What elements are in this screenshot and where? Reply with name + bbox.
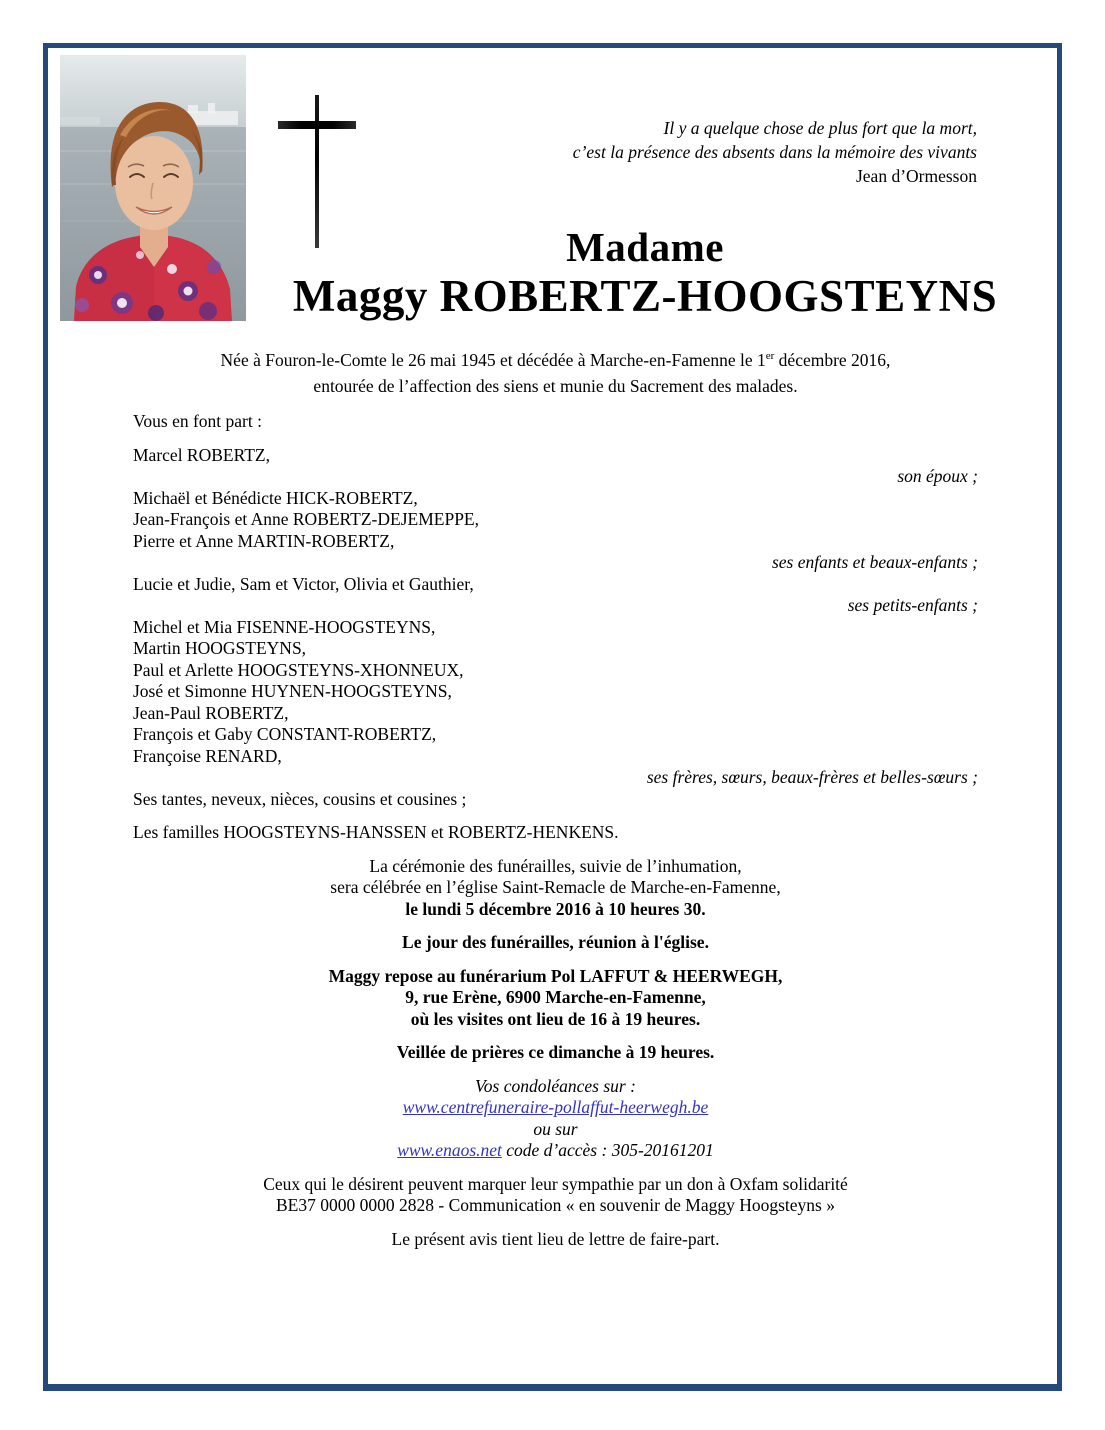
child-name-2: Jean-François et Anne ROBERTZ-DEJEMEPPE, bbox=[133, 509, 479, 529]
quote-line-2: c’est la présence des absents dans la mémoire des vivants bbox=[572, 142, 977, 162]
title-block bbox=[250, 224, 1040, 322]
role-label-siblings: ses frères, sœurs, beaux-frères et belles-sœurs ; bbox=[646, 767, 978, 787]
role-label-children: ses enfants et beaux-enfants ; bbox=[771, 552, 978, 572]
sibling-name-6: François et Gaby CONSTANT-ROBERTZ, bbox=[133, 724, 437, 744]
funeral-home-website-link[interactable]: www.centrefuneraire-pollaffut-heerwegh.be bbox=[402, 1097, 709, 1117]
condolences-link-2-line bbox=[133, 1140, 978, 1162]
access-code-text: code d’accès : 305-20161201 bbox=[501, 1140, 714, 1160]
memorial-quote bbox=[573, 116, 977, 188]
funerarium-line-2: 9, rue Erène, 6900 Marche-en-Famenne, bbox=[405, 987, 706, 1007]
role-label-grandchildren: ses petits-enfants ; bbox=[847, 595, 978, 615]
sibling-name-1: Michel et Mia FISENNE-HOOGSTEYNS, bbox=[133, 616, 436, 637]
sibling-name-2: Martin HOOGSTEYNS, bbox=[133, 638, 307, 658]
enaos-website-link[interactable]: www.enaos.net bbox=[397, 1140, 502, 1160]
intro-line-2: entourée de l’affection des siens et munie du Sacrement des malades. bbox=[313, 376, 798, 396]
deceased-name: Maggy ROBERTZ-HOOGSTEYNS bbox=[292, 271, 998, 321]
condolences-heading: Vos condoléances sur : bbox=[475, 1075, 636, 1096]
donation-line-1: Ceux qui le désirent peuvent marquer leur sympathie par un don à Oxfam solidarité bbox=[263, 1173, 848, 1194]
child-name-3: Pierre et Anne MARTIN-ROBERTZ, bbox=[133, 530, 395, 551]
vigil-line: Veillée de prières ce dimanche à 19 heures. bbox=[396, 1042, 715, 1062]
donation-line-2: BE37 0000 0000 2828 - Communication « en souvenir de Maggy Hoogsteyns » bbox=[276, 1195, 835, 1215]
closing-line: Le présent avis tient lieu de lettre de faire-part. bbox=[391, 1228, 720, 1249]
sibling-name-4: José et Simonne HUYNEN-HOOGSTEYNS, bbox=[133, 681, 452, 701]
sibling-name-3: Paul et Arlette HOOGSTEYNS-XHONNEUX, bbox=[133, 659, 464, 680]
reunion-line: Le jour des funérailles, réunion à l'église. bbox=[402, 932, 709, 952]
ceremony-date-line: le lundi 5 décembre 2016 à 10 heures 30. bbox=[405, 898, 706, 919]
ceremony-line-1: La cérémonie des funérailles, suivie de l’inhumation, bbox=[369, 855, 742, 876]
spouse-name: Marcel ROBERTZ, bbox=[133, 444, 270, 465]
portrait-photo-image bbox=[60, 55, 246, 321]
sibling-name-7: Françoise RENARD, bbox=[133, 745, 282, 766]
families-line: Les familles HOOGSTEYNS-HANSSEN et ROBERTZ-HENKENS. bbox=[133, 822, 619, 842]
title-prefix: Madame bbox=[566, 224, 724, 270]
intro-line-1-text: Née à Fouron-le-Comte le 26 mai 1945 et décédée à Marche-en-Famenne le 1 bbox=[220, 350, 766, 370]
extended-family-line: Ses tantes, neveux, nièces, cousins et cousines ; bbox=[133, 788, 467, 809]
quote-attribution: Jean d’Ormesson bbox=[855, 166, 977, 186]
intro-line-1 bbox=[133, 347, 978, 373]
ordinal-superscript: er bbox=[765, 350, 775, 363]
condolences-link-1-line bbox=[133, 1097, 978, 1119]
role-label-spouse: son époux ; bbox=[897, 466, 978, 486]
grandchildren-names: Lucie et Judie, Sam et Victor, Olivia et Gauthier, bbox=[133, 573, 474, 594]
funerarium-line-1: Maggy repose au funérarium Pol LAFFUT & HEERWEGH, bbox=[328, 965, 783, 986]
ceremony-line-2: sera célébrée en l’église Saint-Remacle de Marche-en-Famenne, bbox=[330, 877, 781, 897]
intro-line-1-tail: décembre 2016, bbox=[774, 350, 891, 370]
sibling-name-5: Jean-Paul ROBERTZ, bbox=[133, 702, 289, 723]
child-name-1: Michaël et Bénédicte HICK-ROBERTZ, bbox=[133, 487, 418, 508]
condolences-or-line: ou sur bbox=[533, 1118, 578, 1139]
quote-line-1: Il y a quelque chose de plus fort que la mort, bbox=[663, 118, 977, 138]
announcement-heading: Vous en font part : bbox=[133, 411, 262, 431]
announcement-body bbox=[133, 347, 978, 1250]
portrait-photo bbox=[60, 55, 246, 321]
funerarium-line-3: où les visites ont lieu de 16 à 19 heures. bbox=[410, 1008, 701, 1029]
